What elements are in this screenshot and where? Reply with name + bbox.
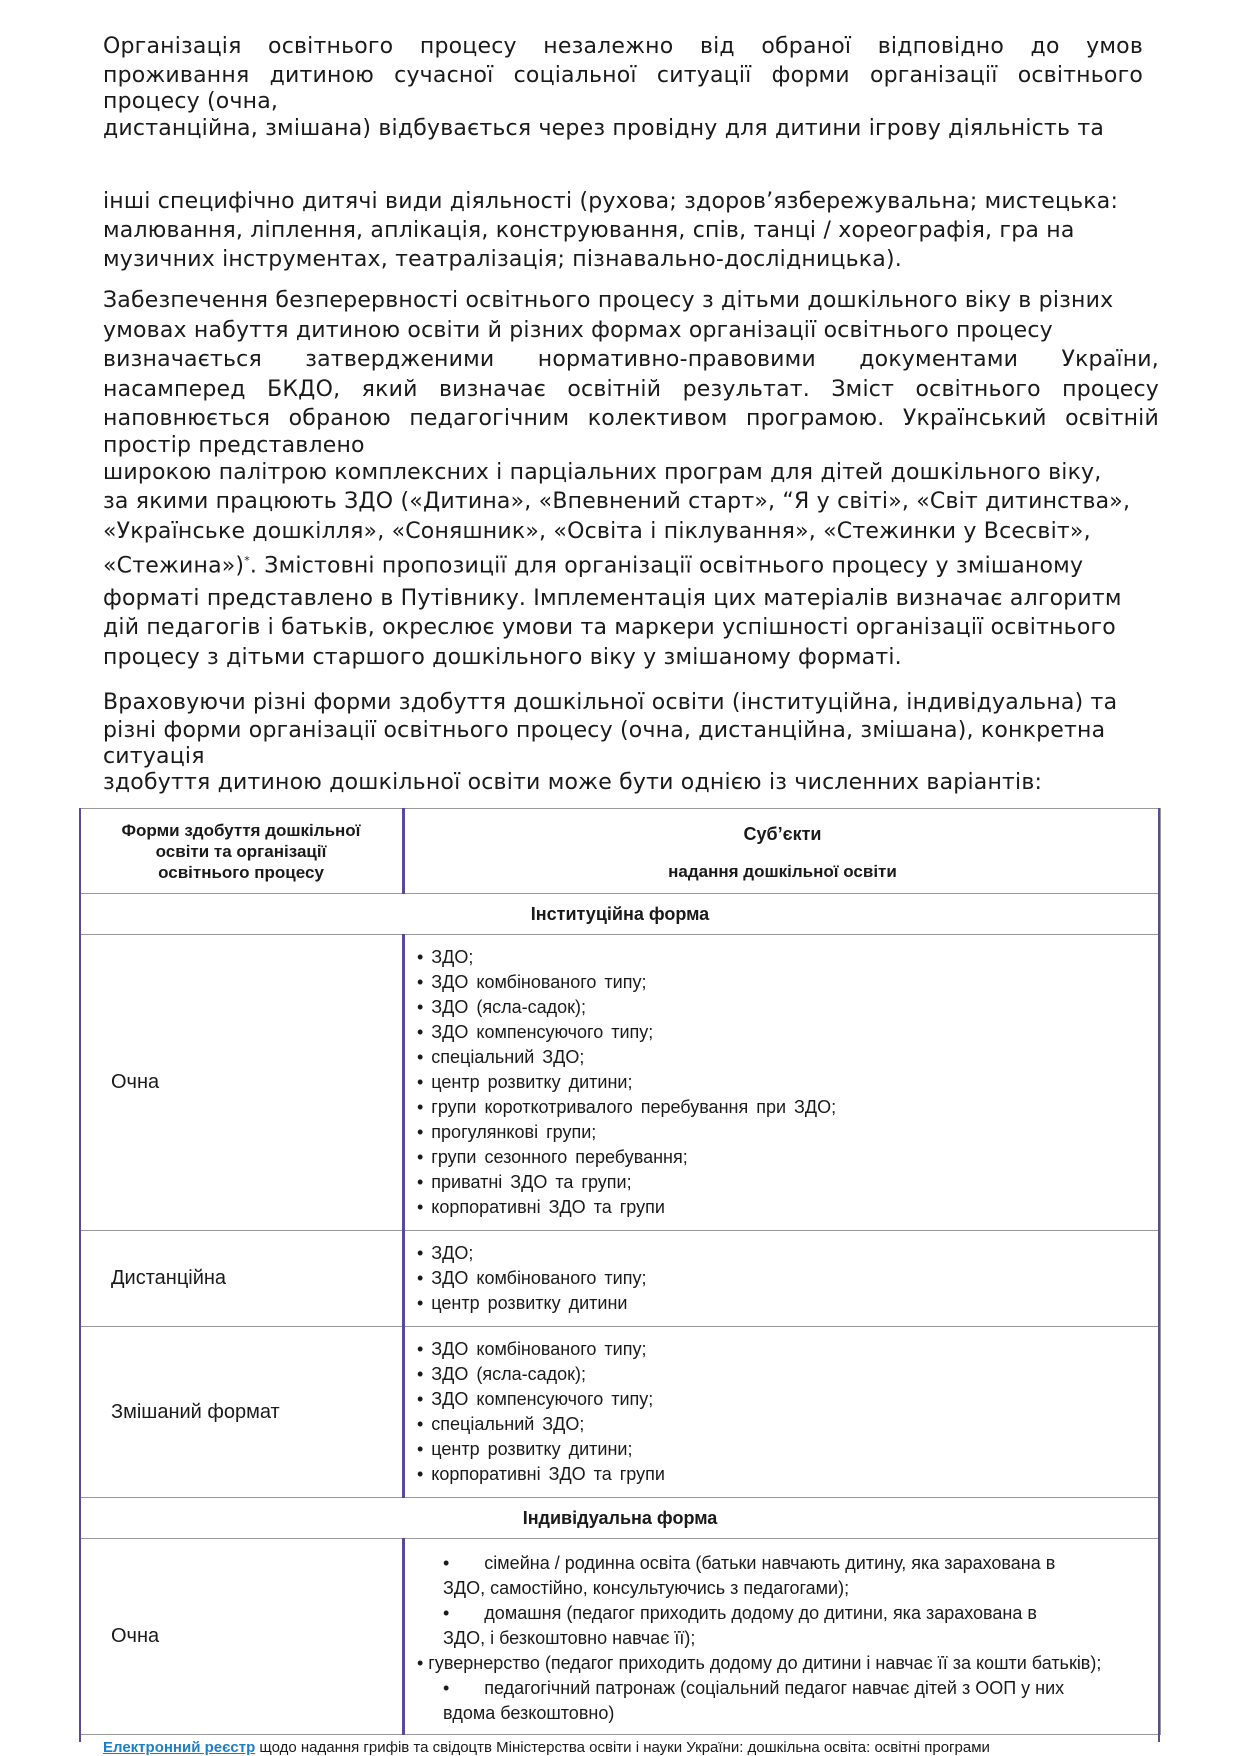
table-header-row — [80, 809, 1161, 894]
text-line: ситуація — [103, 744, 205, 769]
text-line: проживання дитиною сучасної соціальної ситуації форми організації освітнього — [103, 63, 1143, 88]
footnote-mark: * — [244, 554, 250, 567]
header-line: Суб’єкти — [743, 824, 822, 844]
subjects-cell — [404, 935, 1161, 1231]
subjects-cell — [404, 1327, 1161, 1498]
header-subjects — [404, 809, 1161, 894]
list-item: • ЗДО (ясла-садок); — [417, 1364, 587, 1384]
text-line: малювання, ліплення, аплікація, конструювання, спів, танці / хореографія, гра на — [103, 218, 1075, 243]
header-line: освіти та організації — [155, 841, 327, 861]
text-line: за якими працюють ЗДО («Дитина», «Впевнений старт», “Я у світі», «Світ дитинства», — [103, 489, 1131, 514]
education-forms-table — [79, 808, 1161, 1735]
list-item: • корпоративні ЗДО та групи — [417, 1197, 665, 1217]
section-row — [80, 894, 1161, 935]
table-row — [80, 935, 1161, 1231]
list-item: • гувернерство (педагог приходить додому до дитини і навчає її за кошти батьків); — [417, 1653, 1102, 1673]
list-item: • спеціальний ЗДО; — [417, 1047, 585, 1067]
list-item: • ЗДО компенсуючого типу; — [417, 1389, 654, 1409]
form-cell: Змішаний формат — [80, 1327, 404, 1498]
text-line: простір представлено — [103, 432, 365, 458]
text-line: музичних інструментах, театралізація; пізнавально-дослідницька). — [103, 247, 902, 272]
list-item: • домашня (педагог приходить додому до дитини, яка зарахована в — [443, 1603, 1037, 1623]
list-item: • сімейна / родинна освіта (батьки навчають дитину, яка зарахована в — [443, 1553, 1056, 1573]
text-line: наповнюється обраною педагогічним колективом програмою. Український освітній — [103, 406, 1159, 431]
form-cell: Дистанційна — [80, 1231, 404, 1327]
text-line: визначається затвердженими нормативно-правовими документами України, — [103, 347, 1159, 372]
list-item: • центр розвитку дитини; — [417, 1072, 633, 1092]
text-fragment: «Стежина») — [103, 553, 245, 579]
list-item: • ЗДО; — [417, 947, 474, 967]
paragraph-2 — [103, 187, 1118, 274]
paragraph-4 — [103, 689, 1117, 797]
list-item: • педагогічний патронаж (соціальний педагог навчає дітей з ООП у них — [443, 1678, 1065, 1698]
list-item: • групи сезонного перебування; — [417, 1147, 688, 1167]
list-item: • ЗДО (ясла-садок); — [417, 997, 587, 1017]
section-institutional: Інституційна форма — [80, 894, 1161, 935]
text-line: умовах набуття дитиною освіти й різних формах організації освітнього процесу — [103, 317, 1053, 343]
table-right-border — [1158, 808, 1160, 1742]
text-line: «Українське дошкілля», «Соняшник», «Освіта і піклування», «Стежинки у Всесвіт», — [103, 518, 1091, 544]
paragraph-1 — [103, 32, 1143, 144]
text-line: Забезпечення безперервності освітнього процесу з дітьми дошкільного віку в різних — [103, 288, 1114, 313]
list-item: • ЗДО компенсуючого типу; — [417, 1022, 654, 1042]
text-line: Організація освітнього процесу незалежно від обраної відповідно до умов — [103, 34, 1143, 59]
text-line: процесу з дітьми старшого дошкільного віку у змішаному форматі. — [103, 644, 902, 670]
list-item: ЗДО, самостійно, консультуючись з педагогами); — [443, 1578, 850, 1598]
list-item: • ЗДО комбінованого типу; — [417, 1268, 647, 1288]
list-item: • прогулянкові групи; — [417, 1122, 597, 1142]
text-line: дистанційна, змішана) відбувається через провідну для дитини ігрову діяльність та — [103, 116, 1105, 141]
table-left-border — [79, 808, 81, 1742]
header-line: Форми здобуття дошкільної — [121, 820, 361, 840]
subjects-cell — [404, 1231, 1161, 1327]
list-item: • центр розвитку дитини; — [417, 1439, 633, 1459]
table-row — [80, 1539, 1161, 1735]
text-line: процесу (очна, — [103, 89, 279, 114]
list-item: • групи короткотривалого перебування при ЗДО; — [417, 1097, 837, 1117]
list-item: • ЗДО комбінованого типу; — [417, 972, 647, 992]
text-line: форматі представлено в Путівнику. Імплементація цих матеріалів визначає алгоритм — [103, 585, 1122, 611]
header-forms — [80, 809, 404, 894]
header-line: надання дошкільної освіти — [668, 862, 897, 881]
text-line: насамперед БКДО, який визначає освітній результат. Зміст освітнього процесу — [103, 376, 1159, 402]
table-row — [80, 1231, 1161, 1327]
text-line: різні форми організації освітнього процесу (очна, дистанційна, змішана), конкретна — [103, 718, 1106, 743]
list-item: вдома безкоштовно) — [443, 1703, 615, 1723]
paragraph-3 — [103, 286, 1159, 672]
subjects-cell — [404, 1539, 1161, 1735]
text-line: інші специфічно дитячі види діяльності (рухова; здоров’язбережувальна; мистецька: — [103, 189, 1119, 214]
list-item: • ЗДО; — [417, 1243, 474, 1263]
list-item: • приватні ЗДО та групи; — [417, 1172, 632, 1192]
list-item: • центр розвитку дитини — [417, 1293, 628, 1313]
list-item: ЗДО, і безкоштовно навчає її); — [443, 1628, 696, 1648]
section-row — [80, 1498, 1161, 1539]
list-item: • спеціальний ЗДО; — [417, 1414, 585, 1434]
text-line — [103, 546, 1159, 581]
list-item: • корпоративні ЗДО та групи — [417, 1464, 665, 1484]
footnote — [103, 1739, 990, 1756]
text-line: дій педагогів і батьків, окреслює умови та маркери успішності організації освітнього — [103, 615, 1116, 641]
form-cell: Очна — [80, 935, 404, 1231]
text-line: Враховуючи різні форми здобуття дошкільної освіти (інституційна, індивідуальна) та — [103, 690, 1118, 715]
list-item: • ЗДО комбінованого типу; — [417, 1339, 647, 1359]
footnote-text: щодо надання грифів та свідоцтв Міністерства освіти і науки України: дошкільна освіта: освітні програми — [255, 1739, 990, 1756]
text-fragment: . Змістовні пропозиції для організації освітнього процесу у змішаному — [249, 553, 1084, 579]
section-individual: Індивідуальна форма — [80, 1498, 1161, 1539]
text-line: здобуття дитиною дошкільної освіти може бути однією із численних варіантів: — [103, 770, 1043, 795]
form-cell: Очна — [80, 1539, 404, 1735]
header-line: освітнього процесу — [158, 862, 324, 882]
text-line: широкою палітрою комплексних і парціальних програм для дітей дошкільного віку, — [103, 459, 1102, 485]
table-row — [80, 1327, 1161, 1498]
registry-link[interactable]: Електронний реєстр — [103, 1739, 256, 1756]
